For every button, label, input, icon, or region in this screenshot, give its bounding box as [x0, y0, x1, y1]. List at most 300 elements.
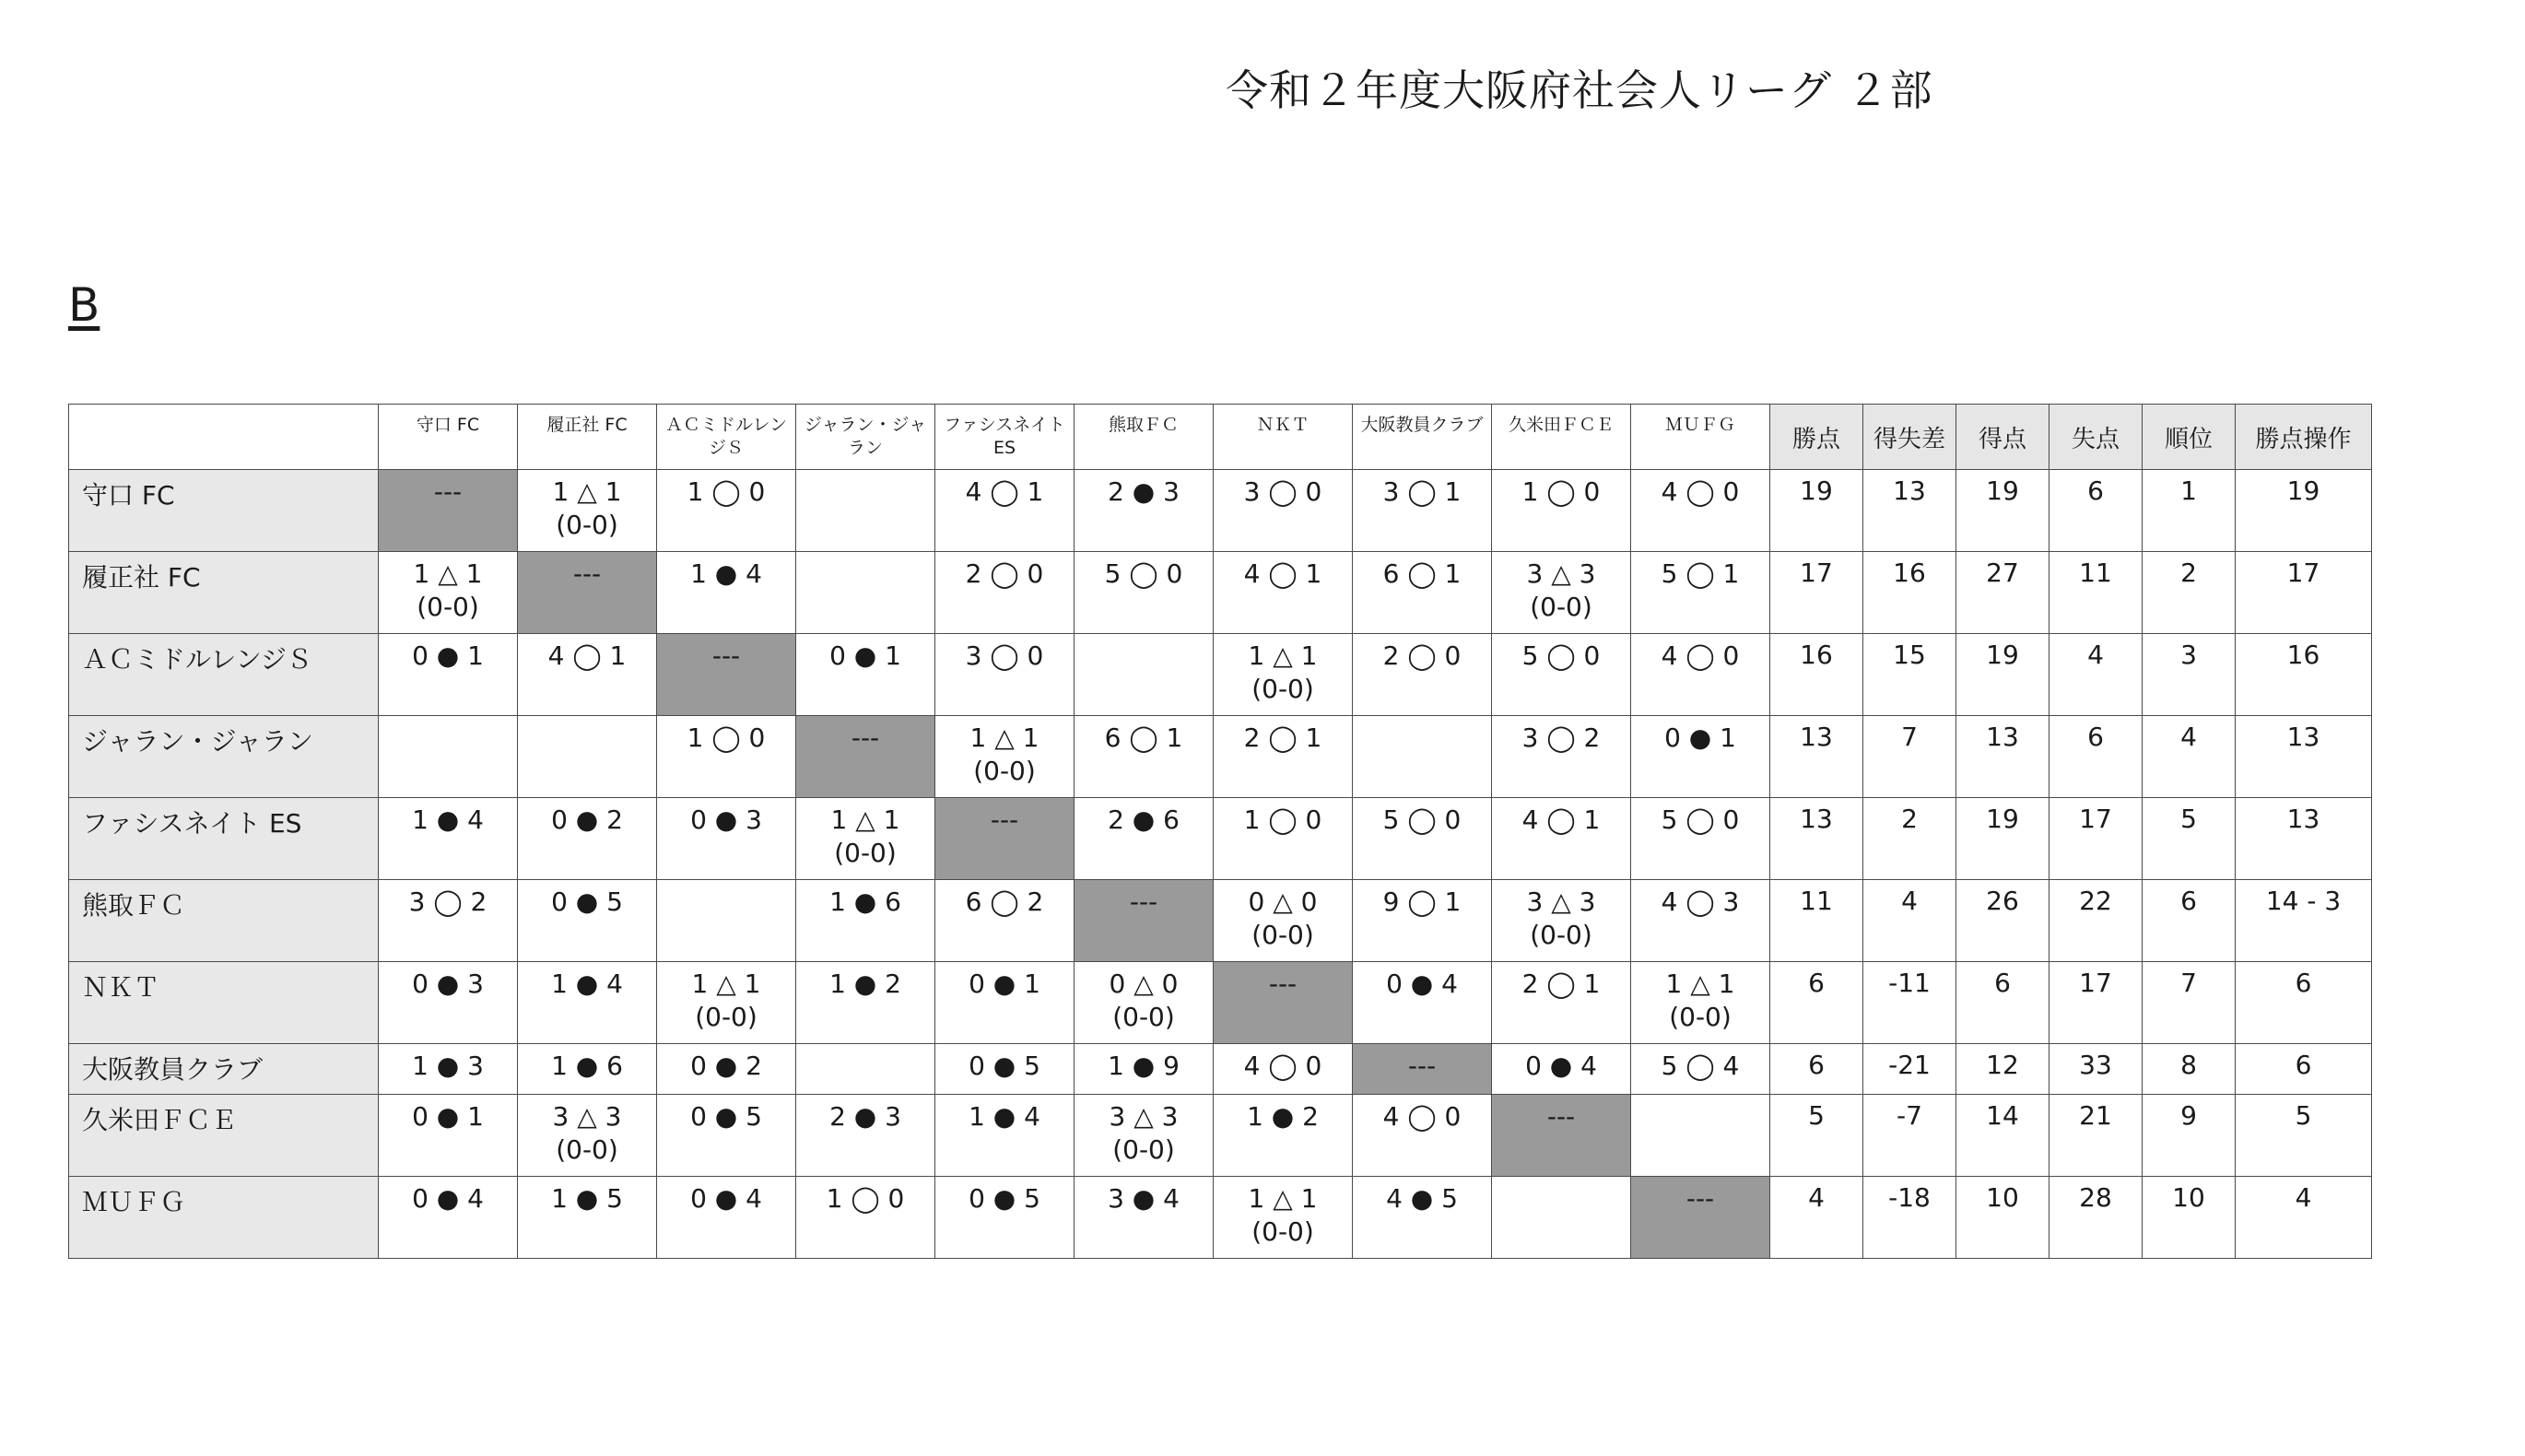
result-cell: [657, 552, 796, 634]
result-cell: [379, 1177, 518, 1259]
points-adjust-cell: 5: [2236, 1095, 2372, 1177]
goals-for-cell: 14: [1956, 1095, 2049, 1177]
pk-score: (0-0): [1530, 592, 1592, 622]
result-cell: [1353, 1095, 1492, 1177]
goal-diff-cell: 2: [1863, 798, 1956, 880]
result-cell: [796, 634, 935, 716]
result-cell: [1492, 880, 1631, 962]
score: 3 ◯ 0: [1243, 476, 1322, 507]
score: 4 ◯ 1: [547, 640, 627, 671]
score: 0 ● 5: [969, 1051, 1040, 1081]
result-cell: [379, 634, 518, 716]
result-cell: [1492, 1044, 1631, 1095]
goals-against-cell: 6: [2049, 716, 2143, 798]
result-cell: [1214, 798, 1353, 880]
score: 5 ◯ 0: [1521, 640, 1601, 671]
result-cell: [518, 880, 657, 962]
goals-for-cell: 13: [1956, 716, 2049, 798]
score: ---: [1268, 969, 1298, 999]
score: 4 ◯ 0: [1243, 1051, 1322, 1081]
self-match-cell: [1075, 880, 1214, 962]
pk-score: (0-0): [834, 838, 897, 868]
result-cell: [1075, 1095, 1214, 1177]
score: 3 ● 4: [1108, 1183, 1180, 1214]
points-adjust-cell: 4: [2236, 1177, 2372, 1259]
pk-score: (0-0): [1251, 674, 1314, 704]
score: 1 ◯ 0: [687, 722, 766, 753]
pk-score: (0-0): [556, 510, 618, 540]
result-cell: [1631, 880, 1770, 962]
score: 5 ◯ 1: [1661, 558, 1740, 589]
score: 0 ● 1: [969, 969, 1040, 999]
result-cell: [1492, 1177, 1631, 1259]
result-cell: [796, 470, 935, 552]
score: 1 ● 2: [829, 969, 901, 999]
pk-score: (0-0): [973, 756, 1036, 786]
result-cell: [1492, 716, 1631, 798]
result-cell: [1492, 798, 1631, 880]
league-body: [69, 470, 2372, 1259]
score: 5 ◯ 0: [1661, 804, 1740, 835]
points-cell: 6: [1770, 1044, 1863, 1095]
result-cell: [1214, 1095, 1353, 1177]
goals-against-cell: 28: [2049, 1177, 2143, 1259]
goals-for-cell: 10: [1956, 1177, 2049, 1259]
score: 1 ● 4: [690, 558, 762, 589]
score: 0 ● 1: [412, 640, 484, 671]
goal-diff-cell: 16: [1863, 552, 1956, 634]
score: 0 △ 0: [1248, 887, 1318, 917]
score: 1 △ 1: [691, 969, 761, 999]
self-match-cell: [1214, 962, 1353, 1044]
score: 6 ◯ 1: [1382, 558, 1462, 589]
result-cell: [379, 1044, 518, 1095]
self-match-cell: [1631, 1177, 1770, 1259]
self-match-cell: [935, 798, 1075, 880]
result-cell: [1075, 470, 1214, 552]
score: 0 ● 5: [551, 887, 623, 917]
pk-score: (0-0): [1530, 920, 1592, 950]
result-cell: [1353, 798, 1492, 880]
result-cell: [935, 716, 1075, 798]
points-adjust-cell: 6: [2236, 962, 2372, 1044]
points-cell: 4: [1770, 1177, 1863, 1259]
score: 2 ◯ 1: [1243, 722, 1322, 753]
result-cell: [657, 962, 796, 1044]
column-header-points: 勝点: [1770, 405, 1863, 470]
score: 0 ● 5: [969, 1183, 1040, 1214]
row-team-name: 履正社 FC: [69, 552, 379, 634]
result-cell: [518, 962, 657, 1044]
result-cell: [1075, 798, 1214, 880]
table-row: [69, 962, 2372, 1044]
score: ---: [851, 722, 880, 753]
goals-for-cell: 6: [1956, 962, 2049, 1044]
result-cell: [1492, 634, 1631, 716]
score: 1 ● 6: [551, 1051, 623, 1081]
score: ---: [1685, 1183, 1715, 1214]
pk-score: (0-0): [1251, 920, 1314, 950]
result-cell: [1492, 552, 1631, 634]
rank-cell: 4: [2143, 716, 2236, 798]
goal-diff-cell: 4: [1863, 880, 1956, 962]
score: 2 ● 6: [1108, 804, 1180, 835]
result-cell: [935, 962, 1075, 1044]
goals-against-cell: 21: [2049, 1095, 2143, 1177]
result-cell: [1631, 552, 1770, 634]
score: 1 △ 1: [552, 476, 622, 507]
score: 3 ◯ 2: [1521, 722, 1601, 753]
goal-diff-cell: -21: [1863, 1044, 1956, 1095]
result-cell: [518, 634, 657, 716]
score: 1 ● 2: [1247, 1101, 1319, 1132]
goals-against-cell: 33: [2049, 1044, 2143, 1095]
pk-score: (0-0): [556, 1134, 618, 1165]
column-header-team: ＭＵＦＧ: [1631, 405, 1770, 470]
result-cell: [657, 716, 796, 798]
score: 6 ◯ 1: [1104, 722, 1183, 753]
score: 4 ◯ 0: [1661, 476, 1740, 507]
table-row: [69, 552, 2372, 634]
score: 4 ◯ 1: [1521, 804, 1601, 835]
score: 3 △ 3: [1526, 887, 1596, 917]
result-cell: [1214, 634, 1353, 716]
pk-score: (0-0): [417, 592, 479, 622]
score: 0 ● 1: [1664, 722, 1736, 753]
score: 3 ◯ 1: [1382, 476, 1462, 507]
score: 1 ◯ 0: [1521, 476, 1601, 507]
self-match-cell: [796, 716, 935, 798]
goals-against-cell: 6: [2049, 470, 2143, 552]
score: 1 ◯ 0: [826, 1183, 905, 1214]
result-cell: [1631, 634, 1770, 716]
goals-against-cell: 17: [2049, 962, 2143, 1044]
goals-for-cell: 26: [1956, 880, 2049, 962]
table-row: [69, 1044, 2372, 1095]
result-cell: [518, 1095, 657, 1177]
score: 5 ◯ 0: [1382, 804, 1462, 835]
table-row: [69, 880, 2372, 962]
result-cell: [1075, 1177, 1214, 1259]
score: ---: [1129, 887, 1158, 917]
table-row: [69, 634, 2372, 716]
score: 5 ◯ 0: [1104, 558, 1183, 589]
score: ---: [1546, 1101, 1576, 1132]
goal-diff-cell: -11: [1863, 962, 1956, 1044]
result-cell: [518, 1177, 657, 1259]
result-cell: [379, 880, 518, 962]
score: 0 ● 3: [690, 804, 762, 835]
points-cell: 13: [1770, 798, 1863, 880]
score: 0 ● 4: [1386, 969, 1458, 999]
goal-diff-cell: -18: [1863, 1177, 1956, 1259]
result-cell: [796, 880, 935, 962]
score: 0 ● 4: [412, 1183, 484, 1214]
result-cell: [935, 1095, 1075, 1177]
column-header-points-adjust: 勝点操作: [2236, 405, 2372, 470]
points-adjust-cell: 19: [2236, 470, 2372, 552]
result-cell: [1075, 962, 1214, 1044]
result-cell: [935, 1177, 1075, 1259]
column-header-team: 熊取ＦＣ: [1075, 405, 1214, 470]
result-cell: [1492, 470, 1631, 552]
score: 3 ◯ 2: [408, 887, 487, 917]
row-team-name: ジャラン・ジャラン: [69, 716, 379, 798]
result-cell: [1631, 1044, 1770, 1095]
result-cell: [796, 798, 935, 880]
score: 4 ● 5: [1386, 1183, 1458, 1214]
score: 4 ◯ 1: [965, 476, 1044, 507]
rank-cell: 1: [2143, 470, 2236, 552]
points-adjust-cell: 14 - 3: [2236, 880, 2372, 962]
result-cell: [1214, 880, 1353, 962]
goals-against-cell: 11: [2049, 552, 2143, 634]
points-adjust-cell: 17: [2236, 552, 2372, 634]
score: 0 ● 3: [412, 969, 484, 999]
score: 0 ● 1: [829, 640, 901, 671]
score: 2 ● 3: [829, 1101, 901, 1132]
result-cell: [518, 470, 657, 552]
result-cell: [657, 798, 796, 880]
result-cell: [935, 470, 1075, 552]
score: 4 ◯ 3: [1661, 887, 1740, 917]
result-cell: [1075, 716, 1214, 798]
result-cell: [1353, 470, 1492, 552]
score: 3 △ 3: [1109, 1101, 1179, 1132]
score: 3 △ 3: [1526, 558, 1596, 589]
points-cell: 6: [1770, 962, 1863, 1044]
score: 9 ◯ 1: [1382, 887, 1462, 917]
result-cell: [518, 716, 657, 798]
score: 2 ◯ 0: [1382, 640, 1462, 671]
score: ---: [433, 476, 463, 507]
row-team-name: 久米田ＦＣＥ: [69, 1095, 379, 1177]
column-header-team: 守口 FC: [379, 405, 518, 470]
result-cell: [935, 1044, 1075, 1095]
goals-for-cell: 27: [1956, 552, 2049, 634]
result-cell: [1631, 716, 1770, 798]
result-cell: [1214, 552, 1353, 634]
result-cell: [1214, 716, 1353, 798]
pk-score: (0-0): [695, 1002, 758, 1032]
score: 1 △ 1: [413, 558, 483, 589]
score: 4 ◯ 0: [1661, 640, 1740, 671]
result-cell: [796, 552, 935, 634]
row-team-name: ＡＣミドルレンジＳ: [69, 634, 379, 716]
result-cell: [796, 1095, 935, 1177]
result-cell: [518, 1044, 657, 1095]
result-cell: [1214, 1044, 1353, 1095]
score: ---: [572, 558, 602, 589]
goal-diff-cell: 13: [1863, 470, 1956, 552]
score: 1 ● 5: [551, 1183, 623, 1214]
page-title: 令和２年度大阪府社会人リーグ ２部: [1226, 65, 1933, 115]
column-header-team: ＡＣミドルレンジＳ: [657, 405, 796, 470]
header-row: [69, 405, 2372, 470]
score: 1 ● 4: [551, 969, 623, 999]
score: 1 ● 4: [412, 804, 484, 835]
goals-for-cell: 12: [1956, 1044, 2049, 1095]
score: 4 ◯ 1: [1243, 558, 1322, 589]
points-adjust-cell: 13: [2236, 798, 2372, 880]
row-team-name: ファシスネイト ES: [69, 798, 379, 880]
result-cell: [657, 1177, 796, 1259]
table-row: [69, 1177, 2372, 1259]
column-header-team: 大阪教員クラブ: [1353, 405, 1492, 470]
self-match-cell: [657, 634, 796, 716]
result-cell: [518, 798, 657, 880]
score: 2 ◯ 0: [965, 558, 1044, 589]
points-cell: 11: [1770, 880, 1863, 962]
result-cell: [1353, 962, 1492, 1044]
column-header-team: ＮＫＴ: [1214, 405, 1353, 470]
pk-score: (0-0): [1251, 1216, 1314, 1247]
column-header-team: 履正社 FC: [518, 405, 657, 470]
goal-diff-cell: 7: [1863, 716, 1956, 798]
result-cell: [935, 552, 1075, 634]
result-cell: [379, 716, 518, 798]
score: 1 ◯ 0: [687, 476, 766, 507]
column-header-team: ファシスネイト ES: [935, 405, 1075, 470]
result-cell: [657, 1095, 796, 1177]
score: ---: [711, 640, 741, 671]
rank-cell: 5: [2143, 798, 2236, 880]
score: 3 △ 3: [552, 1101, 622, 1132]
goals-for-cell: 19: [1956, 798, 2049, 880]
score: 1 △ 1: [830, 804, 900, 835]
self-match-cell: [1492, 1095, 1631, 1177]
result-cell: [657, 880, 796, 962]
score: 2 ● 3: [1108, 476, 1180, 507]
result-cell: [657, 470, 796, 552]
score: 1 ● 6: [829, 887, 901, 917]
self-match-cell: [379, 470, 518, 552]
points-cell: 17: [1770, 552, 1863, 634]
rank-cell: 6: [2143, 880, 2236, 962]
points-cell: 16: [1770, 634, 1863, 716]
score: 0 ● 4: [690, 1183, 762, 1214]
column-header-team: ジャラン・ジャラン: [796, 405, 935, 470]
pk-score: (0-0): [1669, 1002, 1732, 1032]
points-adjust-cell: 6: [2236, 1044, 2372, 1095]
score: 1 △ 1: [1248, 640, 1318, 671]
score: 0 ● 2: [690, 1051, 762, 1081]
corner-cell: [69, 405, 379, 470]
row-team-name: 熊取ＦＣ: [69, 880, 379, 962]
result-cell: [379, 962, 518, 1044]
result-cell: [796, 1177, 935, 1259]
result-cell: [1631, 798, 1770, 880]
score: 2 ◯ 1: [1521, 969, 1601, 999]
points-cell: 19: [1770, 470, 1863, 552]
score: ---: [990, 804, 1019, 835]
rank-cell: 3: [2143, 634, 2236, 716]
table-row: [69, 798, 2372, 880]
score: 1 ● 4: [969, 1101, 1040, 1132]
result-cell: [1492, 962, 1631, 1044]
points-cell: 13: [1770, 716, 1863, 798]
goals-against-cell: 4: [2049, 634, 2143, 716]
score: 0 △ 0: [1109, 969, 1179, 999]
column-header-goals-against: 失点: [2049, 405, 2143, 470]
result-cell: [1353, 716, 1492, 798]
score: 1 △ 1: [1665, 969, 1735, 999]
row-team-name: 大阪教員クラブ: [69, 1044, 379, 1095]
result-cell: [1075, 552, 1214, 634]
rank-cell: 9: [2143, 1095, 2236, 1177]
score: 4 ◯ 0: [1382, 1101, 1462, 1132]
column-header-goal-diff: 得失差: [1863, 405, 1956, 470]
group-label: B: [68, 278, 100, 332]
score: ---: [1407, 1051, 1437, 1081]
goal-diff-cell: -7: [1863, 1095, 1956, 1177]
rank-cell: 10: [2143, 1177, 2236, 1259]
result-cell: [1631, 962, 1770, 1044]
table-row: [69, 716, 2372, 798]
score: 0 ● 1: [412, 1101, 484, 1132]
result-cell: [379, 552, 518, 634]
score: 1 ● 9: [1108, 1051, 1180, 1081]
self-match-cell: [518, 552, 657, 634]
table-row: [69, 1095, 2372, 1177]
league-table: [68, 404, 2372, 1259]
points-adjust-cell: 13: [2236, 716, 2372, 798]
points-cell: 5: [1770, 1095, 1863, 1177]
table-row: [69, 470, 2372, 552]
score: 5 ◯ 4: [1661, 1051, 1740, 1081]
result-cell: [935, 634, 1075, 716]
row-team-name: ＭＵＦＧ: [69, 1177, 379, 1259]
score: 6 ◯ 2: [965, 887, 1044, 917]
goals-against-cell: 17: [2049, 798, 2143, 880]
result-cell: [379, 1095, 518, 1177]
result-cell: [1353, 634, 1492, 716]
result-cell: [935, 880, 1075, 962]
score: 3 ◯ 0: [965, 640, 1044, 671]
pk-score: (0-0): [1112, 1002, 1175, 1032]
result-cell: [1075, 1044, 1214, 1095]
rank-cell: 7: [2143, 962, 2236, 1044]
result-cell: [657, 1044, 796, 1095]
score: 1 ◯ 0: [1243, 804, 1322, 835]
column-header-goals-for: 得点: [1956, 405, 2049, 470]
goal-diff-cell: 15: [1863, 634, 1956, 716]
score: 0 ● 4: [1525, 1051, 1597, 1081]
result-cell: [1353, 1177, 1492, 1259]
goals-for-cell: 19: [1956, 634, 2049, 716]
result-cell: [1631, 1095, 1770, 1177]
result-cell: [796, 1044, 935, 1095]
score: 0 ● 5: [690, 1101, 762, 1132]
rank-cell: 8: [2143, 1044, 2236, 1095]
score: 1 ● 3: [412, 1051, 484, 1081]
result-cell: [1214, 1177, 1353, 1259]
pk-score: (0-0): [1112, 1134, 1175, 1165]
goals-against-cell: 22: [2049, 880, 2143, 962]
row-team-name: 守口 FC: [69, 470, 379, 552]
result-cell: [1353, 880, 1492, 962]
result-cell: [1214, 470, 1353, 552]
self-match-cell: [1353, 1044, 1492, 1095]
result-cell: [796, 962, 935, 1044]
score: 1 △ 1: [969, 722, 1039, 753]
goals-for-cell: 19: [1956, 470, 2049, 552]
row-team-name: ＮＫＴ: [69, 962, 379, 1044]
result-cell: [1631, 470, 1770, 552]
result-cell: [1353, 552, 1492, 634]
result-cell: [379, 798, 518, 880]
result-cell: [1075, 634, 1214, 716]
